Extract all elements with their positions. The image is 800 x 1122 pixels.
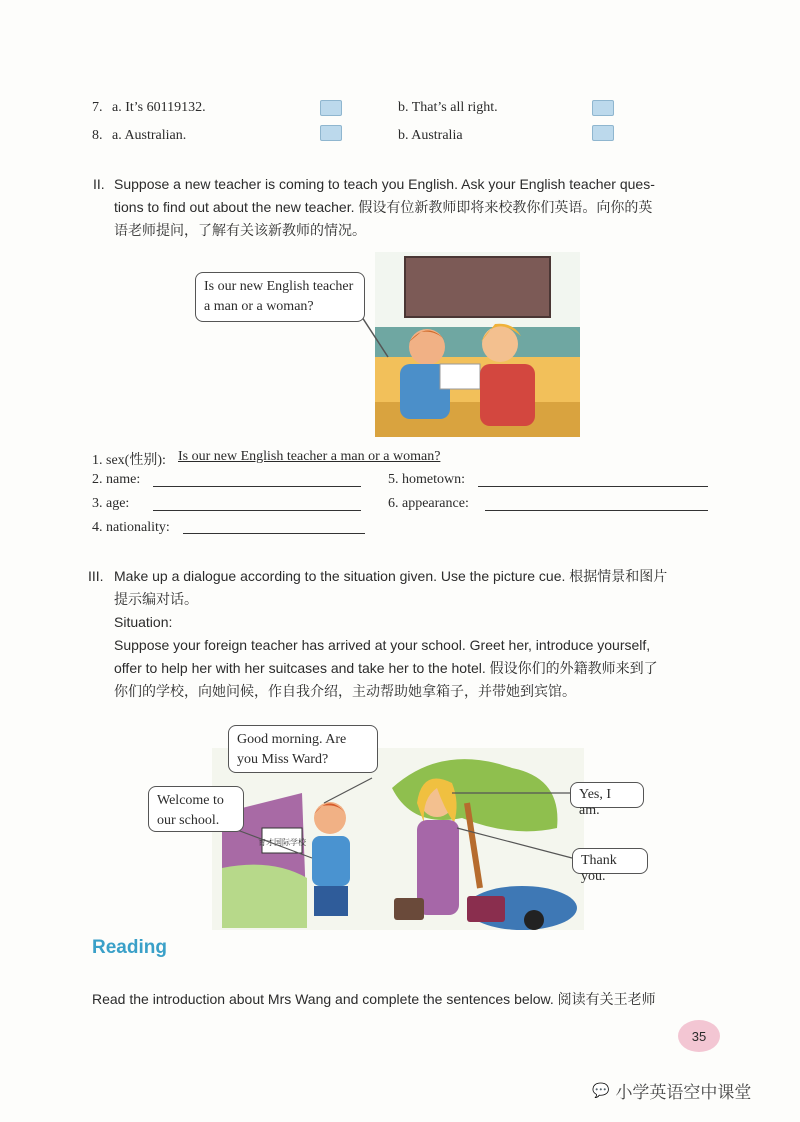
answer-box-8a[interactable] [320,125,342,141]
field-3-label: 3. age: [92,496,130,511]
situation-label: Situation: [114,614,173,630]
gate-sign: 育才国际学校 [258,838,306,847]
watermark [592,1078,751,1103]
item-7-option-a: a. It’s 60119132. [112,100,206,115]
field-3-blank[interactable] [153,510,361,511]
page-number: 35 [678,1020,720,1052]
section-2-numeral: II. [93,176,105,192]
item-8-option-a: a. Australian. [112,128,187,143]
field-2-blank[interactable] [153,486,361,487]
section-2-line-1: Suppose a new teacher is coming to teach you English. Ask your English teacher ques- [114,176,655,192]
field-1-answer: Is our new English teacher a man or a woman? [178,449,441,464]
suitcase-2 [467,896,505,922]
field-6-label: 6. appearance: [388,496,469,511]
speech-bubble-thanks: Thank you. [572,848,648,874]
item-7-num: 7. [92,100,103,115]
field-4-blank[interactable] [183,533,365,534]
boy-body [312,836,350,886]
item-7-option-b: b. That’s all right. [398,100,498,115]
teacher-body [480,364,535,426]
answer-box-7b[interactable] [592,100,614,116]
student-head [409,329,445,365]
school-gate-illustration [212,748,584,930]
speech-bubble-welcome: Welcome to our school. [148,786,244,832]
reading-instruction: Read the introduction about Mrs Wang and complete the sentences below. 阅读有关王老师 [92,991,656,1007]
field-1-label: 1. sex(性别): [92,453,166,468]
section-2-line-3: 语老师提问，了解有关该新教师的情况。 [114,222,366,238]
section-3-line-1: Make up a dialogue according to the situation given. Use the picture cue. 根据情景和图片 [114,568,668,584]
answer-box-8b[interactable] [592,125,614,141]
section-3-line-2: 提示编对话。 [114,591,198,607]
field-4-label: 4. nationality: [92,520,170,535]
teacher-head [482,326,518,362]
field-2-label: 2. name: [92,472,141,487]
answer-box-7a[interactable] [320,100,342,116]
suitcase-1 [394,898,424,920]
watermark-text: 小学英语空中课堂 [615,1083,752,1103]
field-5-label: 5. hometown: [388,472,465,487]
section-3-numeral: III. [88,568,104,584]
speech-bubble-question: Is our new English teacher a man or a woman? [195,272,365,322]
speech-bubble-yes: Yes, I am. [570,782,644,808]
section-2-instructions [114,173,714,242]
item-8-num: 8. [92,128,103,143]
section-2-line-2: tions to find out about the new teacher. 假设有位新教师即将来校教你们英语。向你的英 [114,199,653,215]
wechat-icon: 💬 [592,1082,610,1099]
boy-head [314,802,346,834]
section-3-instructions [114,565,726,703]
section-3-line-3: Suppose your foreign teacher has arrived at your school. Greet her, introduce yourself, [114,637,651,653]
field-5-blank[interactable] [478,486,708,487]
reading-heading: Reading [92,937,167,958]
speech-bubble-greeting: Good morning. Are you Miss Ward? [228,725,378,773]
item-8-option-b: b. Australia [398,128,463,143]
section-3-line-4: offer to help her with her suitcases and take her to the hotel. 假设你们的外籍教师来到了 [114,660,658,676]
field-6-blank[interactable] [485,510,708,511]
section-3-line-5: 你们的学校，向她问候，作自我介绍，主动帮助她拿箱子，并带她到宾馆。 [114,683,576,699]
